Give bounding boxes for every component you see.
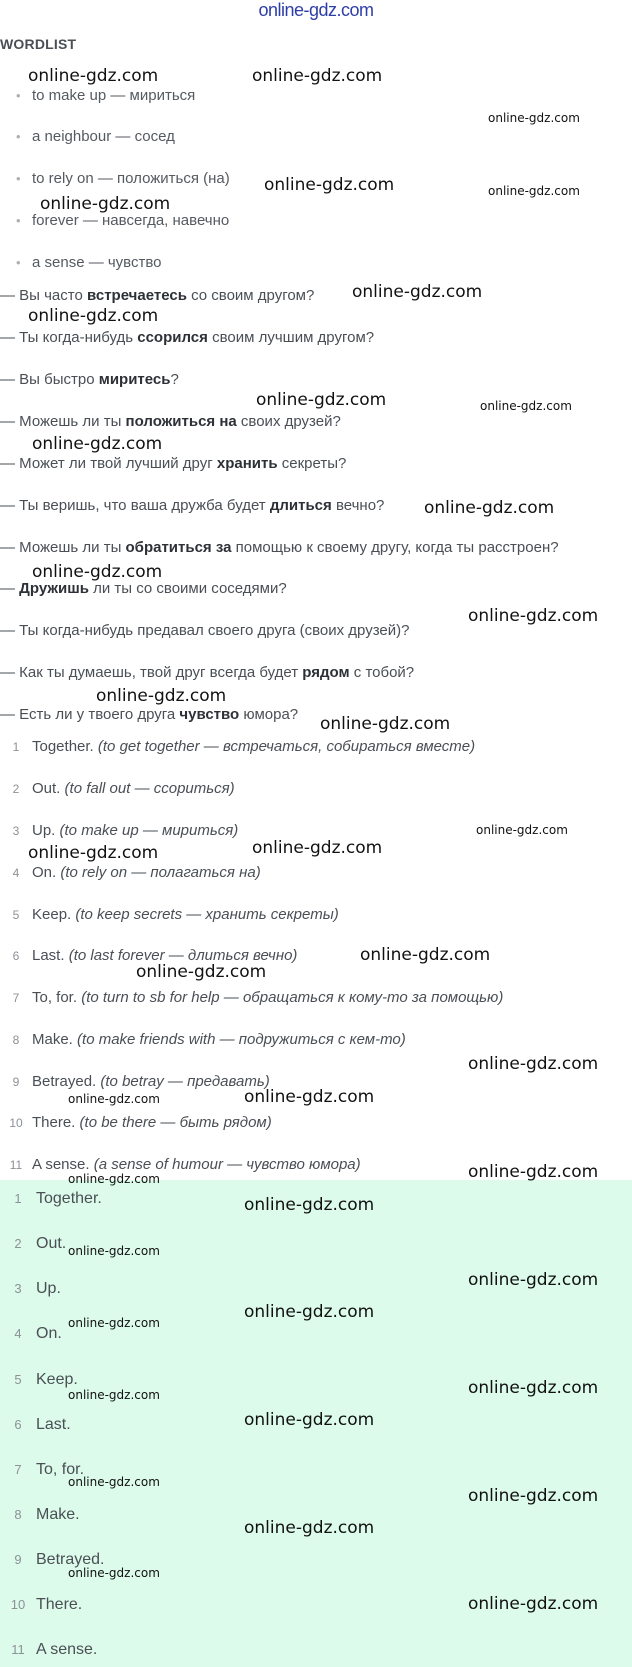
watermark: online-gdz.com [264, 175, 395, 195]
watermark: online-gdz.com [244, 1518, 375, 1538]
watermark: online-gdz.com [360, 945, 491, 965]
watermark: online-gdz.com [488, 111, 580, 125]
question-line: — Можешь ли ты положиться на своих друзей? [0, 413, 341, 430]
answer-key-row: 6 Last. [14, 1416, 71, 1433]
answer-key-row: 3 Up. [14, 1280, 61, 1297]
answer-key-row: 10 There. [10, 1596, 83, 1613]
watermark: online-gdz.com [468, 1162, 599, 1182]
watermark: online-gdz.com [468, 1486, 599, 1506]
answer-key-row: 11 A sense. [11, 1641, 98, 1658]
watermark: online-gdz.com [136, 962, 267, 982]
question-line: — Можешь ли ты обратиться за помощью к своему другу, когда ты расстроен? [0, 539, 559, 556]
watermark: online-gdz.com [244, 1410, 375, 1430]
answer-row: 10 There. (to be there — быть рядом) [9, 1114, 272, 1131]
answer-row: 8 Make. (to make friends with — подружиться с кем-то) [12, 1031, 406, 1048]
watermark: online-gdz.com [244, 1302, 375, 1322]
question-line: — Дружишь ли ты со своими соседями? [0, 580, 287, 597]
answer-row: 1 Together. (to get together — встречаться, собираться вместе) [12, 738, 476, 755]
watermark: online-gdz.com [28, 66, 159, 86]
wordlist-item-text: to make up — мириться [32, 87, 196, 104]
watermark: online-gdz.com [32, 562, 163, 582]
watermark: online-gdz.com [468, 1054, 599, 1074]
watermark: online-gdz.com [352, 282, 483, 302]
watermark: online-gdz.com [256, 390, 387, 410]
wordlist-item-text: to rely on — положиться (на) [32, 170, 230, 187]
watermark: online-gdz.com [424, 498, 555, 518]
answer-row: 4 On. (to rely on — полагаться на) [12, 864, 261, 881]
wordlist-heading: WORDLIST [0, 36, 77, 52]
watermark: online-gdz.com [28, 843, 159, 863]
watermark: online-gdz.com [68, 1475, 160, 1489]
answer-row: 9 Betrayed. (to betray — предавать) [12, 1073, 270, 1090]
answer-row: 3 Up. (to make up — мириться) [12, 822, 239, 839]
watermark: online-gdz.com [468, 1594, 599, 1614]
watermark: online-gdz.com [68, 1566, 160, 1580]
question-line: — Ты когда-нибудь ссорился своим лучшим другом? [0, 329, 375, 346]
watermark: online-gdz.com [68, 1244, 160, 1258]
watermark: online-gdz.com [68, 1316, 160, 1330]
wordlist-item-text: forever — навсегда, навечно [32, 212, 230, 229]
question-line: — Может ли твой лучший друг хранить секреты? [0, 455, 347, 472]
wordlist-item: • to rely on — положиться (на) [16, 170, 230, 187]
watermark: online-gdz.com [68, 1388, 160, 1402]
question-line: — Ты когда-нибудь предавал своего друга (своих друзей)? [0, 622, 410, 639]
watermark: online-gdz.com [68, 1172, 160, 1186]
answer-row: 11 A sense. (a sense of humour — чувство юмора) [9, 1156, 361, 1173]
question-line: — Ты веришь, что ваша дружба будет длиться вечно? [0, 497, 385, 514]
question-line: — Как ты думаешь, твой друг всегда будет рядом с тобой? [0, 664, 415, 681]
watermark: online-gdz.com [40, 194, 171, 214]
watermark: online-gdz.com [476, 823, 568, 837]
watermark: online-gdz.com [468, 1270, 599, 1290]
watermark: online-gdz.com [96, 686, 227, 706]
watermark: online-gdz.com [252, 66, 383, 86]
answer-row: 5 Keep. (to keep secrets — хранить секреты) [12, 906, 339, 923]
answer-row: 6 Last. (to last forever — длиться вечно) [12, 947, 298, 964]
watermark: online-gdz.com [320, 714, 451, 734]
watermark: online-gdz.com [32, 434, 163, 454]
watermark: online-gdz.com [252, 838, 383, 858]
question-line: — Вы быстро миритесь? [0, 371, 179, 388]
wordlist-item: • a neighbour — сосед [16, 128, 175, 145]
watermark: online-gdz.com [68, 1092, 160, 1106]
answer-key-row: 1 Together. [14, 1190, 102, 1207]
answer-row: 7 To, for. (to turn to sb for help — обращаться к кому-то за помощью) [12, 989, 504, 1006]
site-title: online-gdz.com [258, 0, 374, 20]
watermark: online-gdz.com [480, 399, 572, 413]
answer-key-row: 4 On. [14, 1325, 62, 1342]
watermark: online-gdz.com [468, 606, 599, 626]
question-line: — Вы часто встречаетесь со своим другом? [0, 287, 315, 304]
watermark: online-gdz.com [28, 306, 159, 326]
answer-row: 2 Out. (to fall out — ссориться) [12, 780, 235, 797]
answer-key-row: 7 To, for. [14, 1461, 85, 1478]
watermark: online-gdz.com [244, 1195, 375, 1215]
wordlist-item-text: a neighbour — сосед [32, 128, 175, 145]
watermark: online-gdz.com [244, 1087, 375, 1107]
wordlist-item: • a sense — чувство [16, 254, 162, 271]
answer-key-row: 2 Out. [14, 1235, 67, 1252]
wordlist-item: • forever — навсегда, навечно [16, 212, 230, 229]
wordlist-item-text: a sense — чувство [32, 254, 162, 271]
answer-key-row: 8 Make. [14, 1506, 80, 1523]
question-line: — Есть ли у твоего друга чувство юмора? [0, 706, 299, 723]
answer-key-row: 9 Betrayed. [14, 1551, 105, 1568]
watermark: online-gdz.com [468, 1378, 599, 1398]
answer-key-row: 5 Keep. [14, 1371, 78, 1388]
wordlist-item: • to make up — мириться [16, 87, 196, 104]
watermark: online-gdz.com [488, 184, 580, 198]
